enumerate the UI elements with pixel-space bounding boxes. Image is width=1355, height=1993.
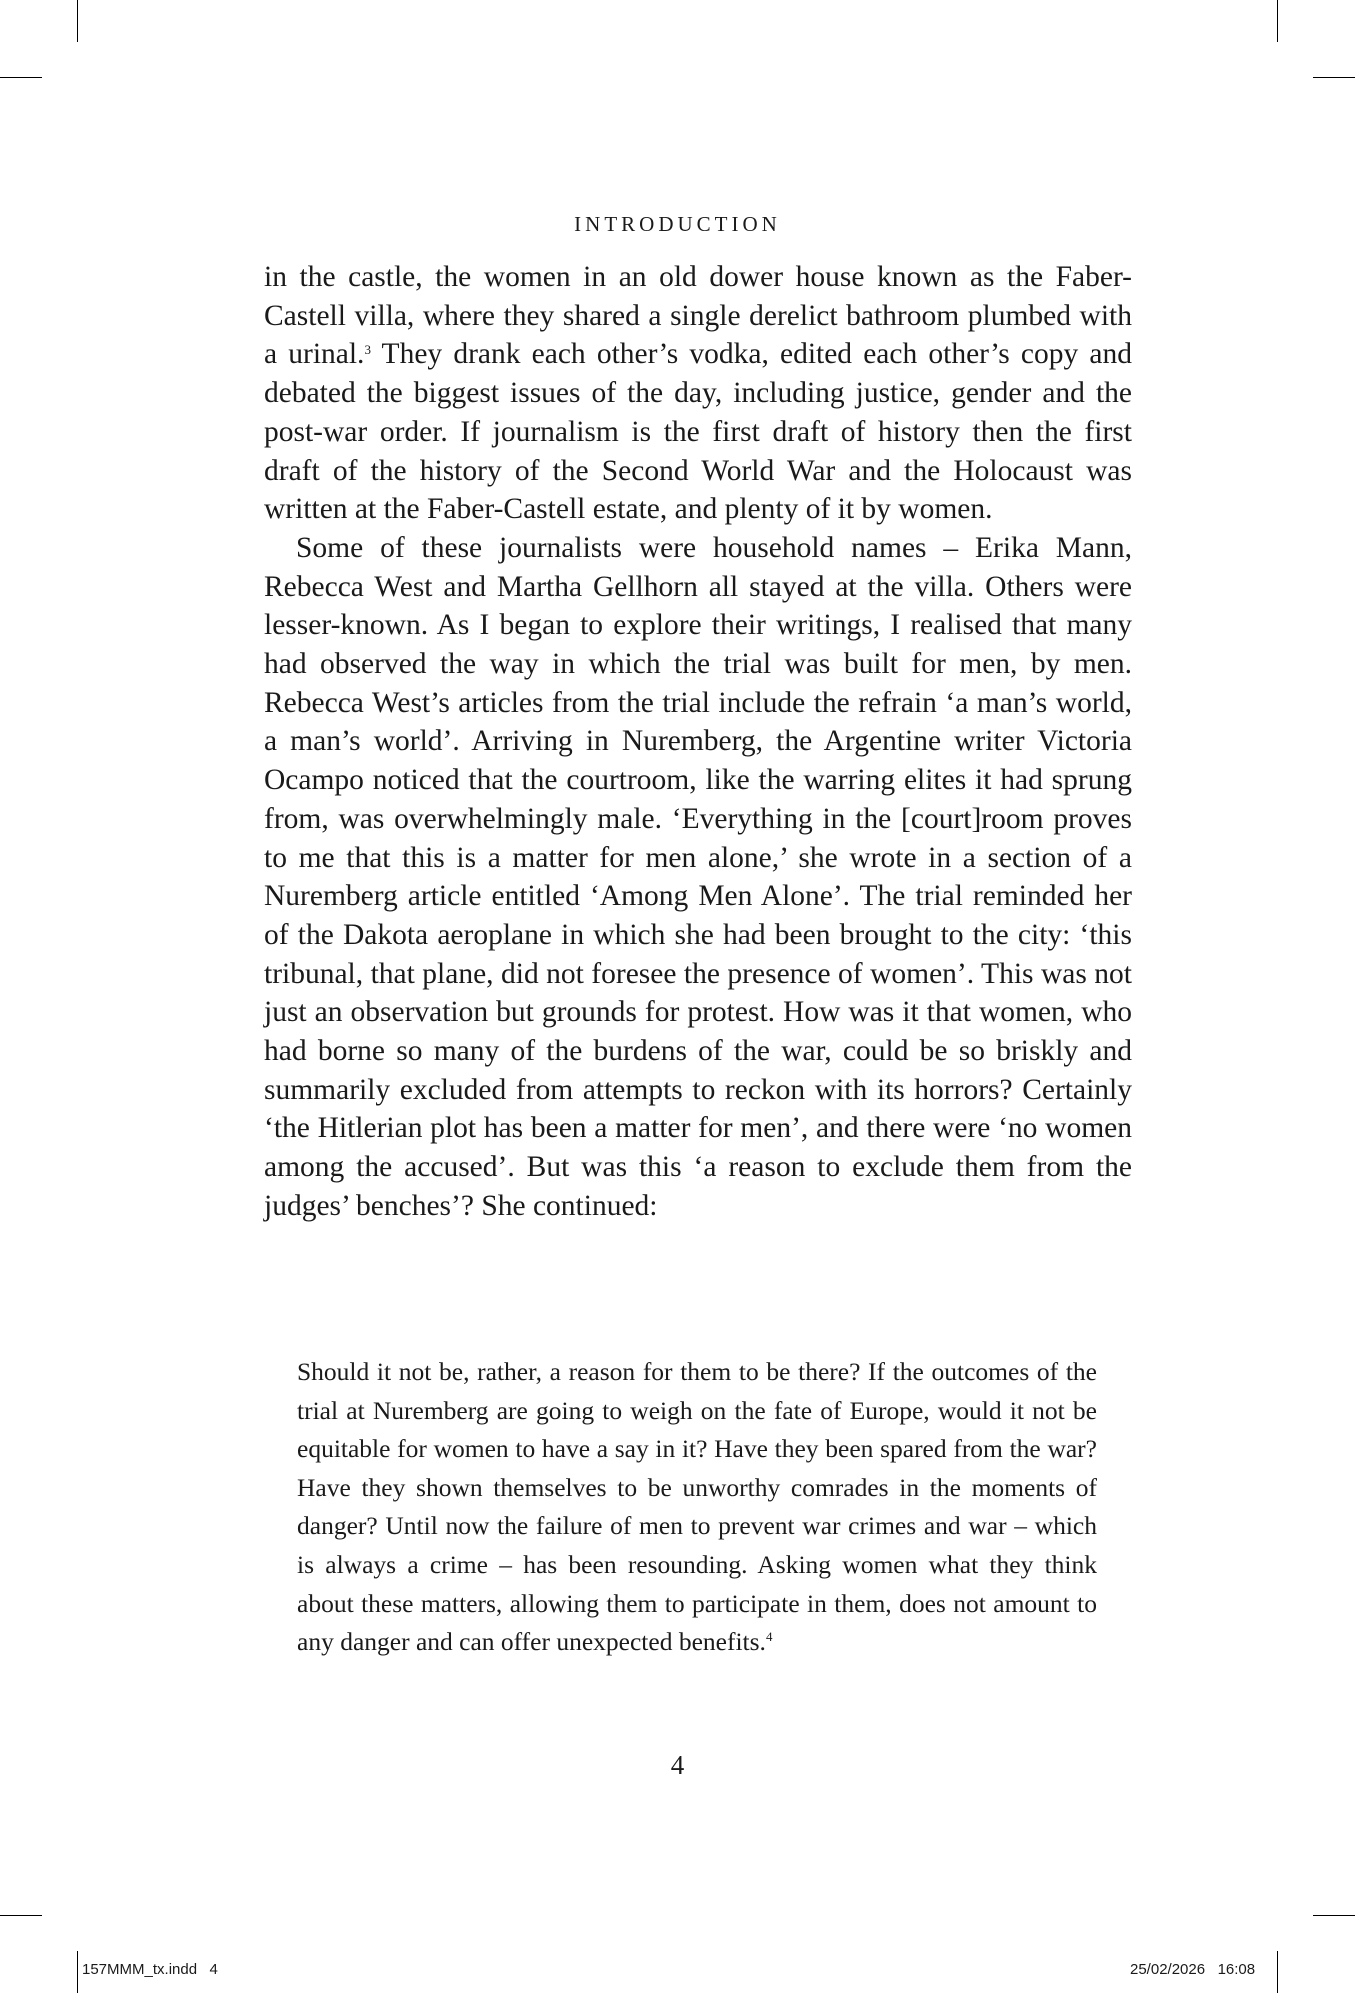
crop-mark-top-right-h (1313, 77, 1355, 78)
block-quote-text (297, 1353, 1097, 1662)
slug-file-name: 157MMM_tx.indd 4 (82, 1961, 218, 1978)
slug-timestamp: 25/02/2026 16:08 (1130, 1961, 1256, 1978)
paragraph-1-text-b: They drank each other’s vodka, edited each other’s copy and debated the biggest issues of the day, including justice, gender and the post-war order. If journalism is the first draft of history then the first draft of the history of the Second World War and the Holocaust was written at the Faber-Castell estate, and plenty of it by women. (264, 338, 1133, 526)
block-quote-body: Should it not be, rather, a reason for them to be there? If the outcomes of the trial at Nuremberg are going to weigh on the fate of Europe, would it not be equitable for women to have a say in it? Have they been spared from the war? Have they shown themselves to be unworthy comrades in the moments of danger? Until now the failure of men to prevent war crimes and war – which is always a crime – has been resounding. Asking women what they think about these matters, allowing them to participate in them, does not amount to any danger and can offer unexpected benefits. (297, 1357, 1097, 1657)
paragraph-1 (264, 258, 1132, 529)
crop-mark-bottom-left-h (0, 1915, 42, 1916)
body-text (264, 258, 1132, 1226)
footnote-ref-4: 4 (765, 1629, 773, 1645)
footnote-ref-3: 3 (364, 342, 371, 358)
paragraph-1-text-a: in the castle, the women in an old dower house known as the Faber-Castell villa, where they shared a single derelict bathroom plumbed with a urinal. (264, 261, 1132, 371)
block-quote (297, 1353, 1097, 1662)
crop-mark-top-left-h (0, 77, 42, 78)
crop-mark-top-left (77, 0, 78, 42)
crop-mark-bottom-right-h (1313, 1915, 1355, 1916)
crop-mark-bottom-right (1277, 1951, 1278, 1993)
crop-mark-bottom-left (77, 1951, 78, 1993)
crop-mark-top-right (1277, 0, 1278, 42)
running-head: INTRODUCTION (574, 212, 781, 236)
page-number: 4 (670, 1750, 685, 1780)
paragraph-2: Some of these journalists were household names – Erika Mann, Rebecca West and Martha Gellhorn all stayed at the villa. Others were lesser-known. As I began to explore their writings, I realised that many had observed the way in which the trial was built for men, by men. Rebecca West’s articles from the trial include the refrain ‘a man’s world, a man’s world’. Arriving in Nuremberg, the Argentine writer Victoria Ocampo noticed that the courtroom, like the warring elites it had sprung from, was overwhelmingly male. ‘Everything in the [court]room proves to me that this is a matter for men alone,’ she wrote in a section of a Nuremberg article entitled ‘Among Men Alone’. The trial reminded her of the Dakota aeroplane in which she had been brought to the city: ‘this tribunal, that plane, did not foresee the presence of women’. This was not just an observation but grounds for protest. How was it that women, who had borne so many of the burdens of the war, could be so briskly and summarily excluded from attempts to reckon with its horrors? Certainly ‘the Hitlerian plot has been a matter for men’, and there were ‘no women among the accused’. But was this ‘a reason to exclude them from the judges’ benches’? She continued: (264, 531, 1132, 1222)
